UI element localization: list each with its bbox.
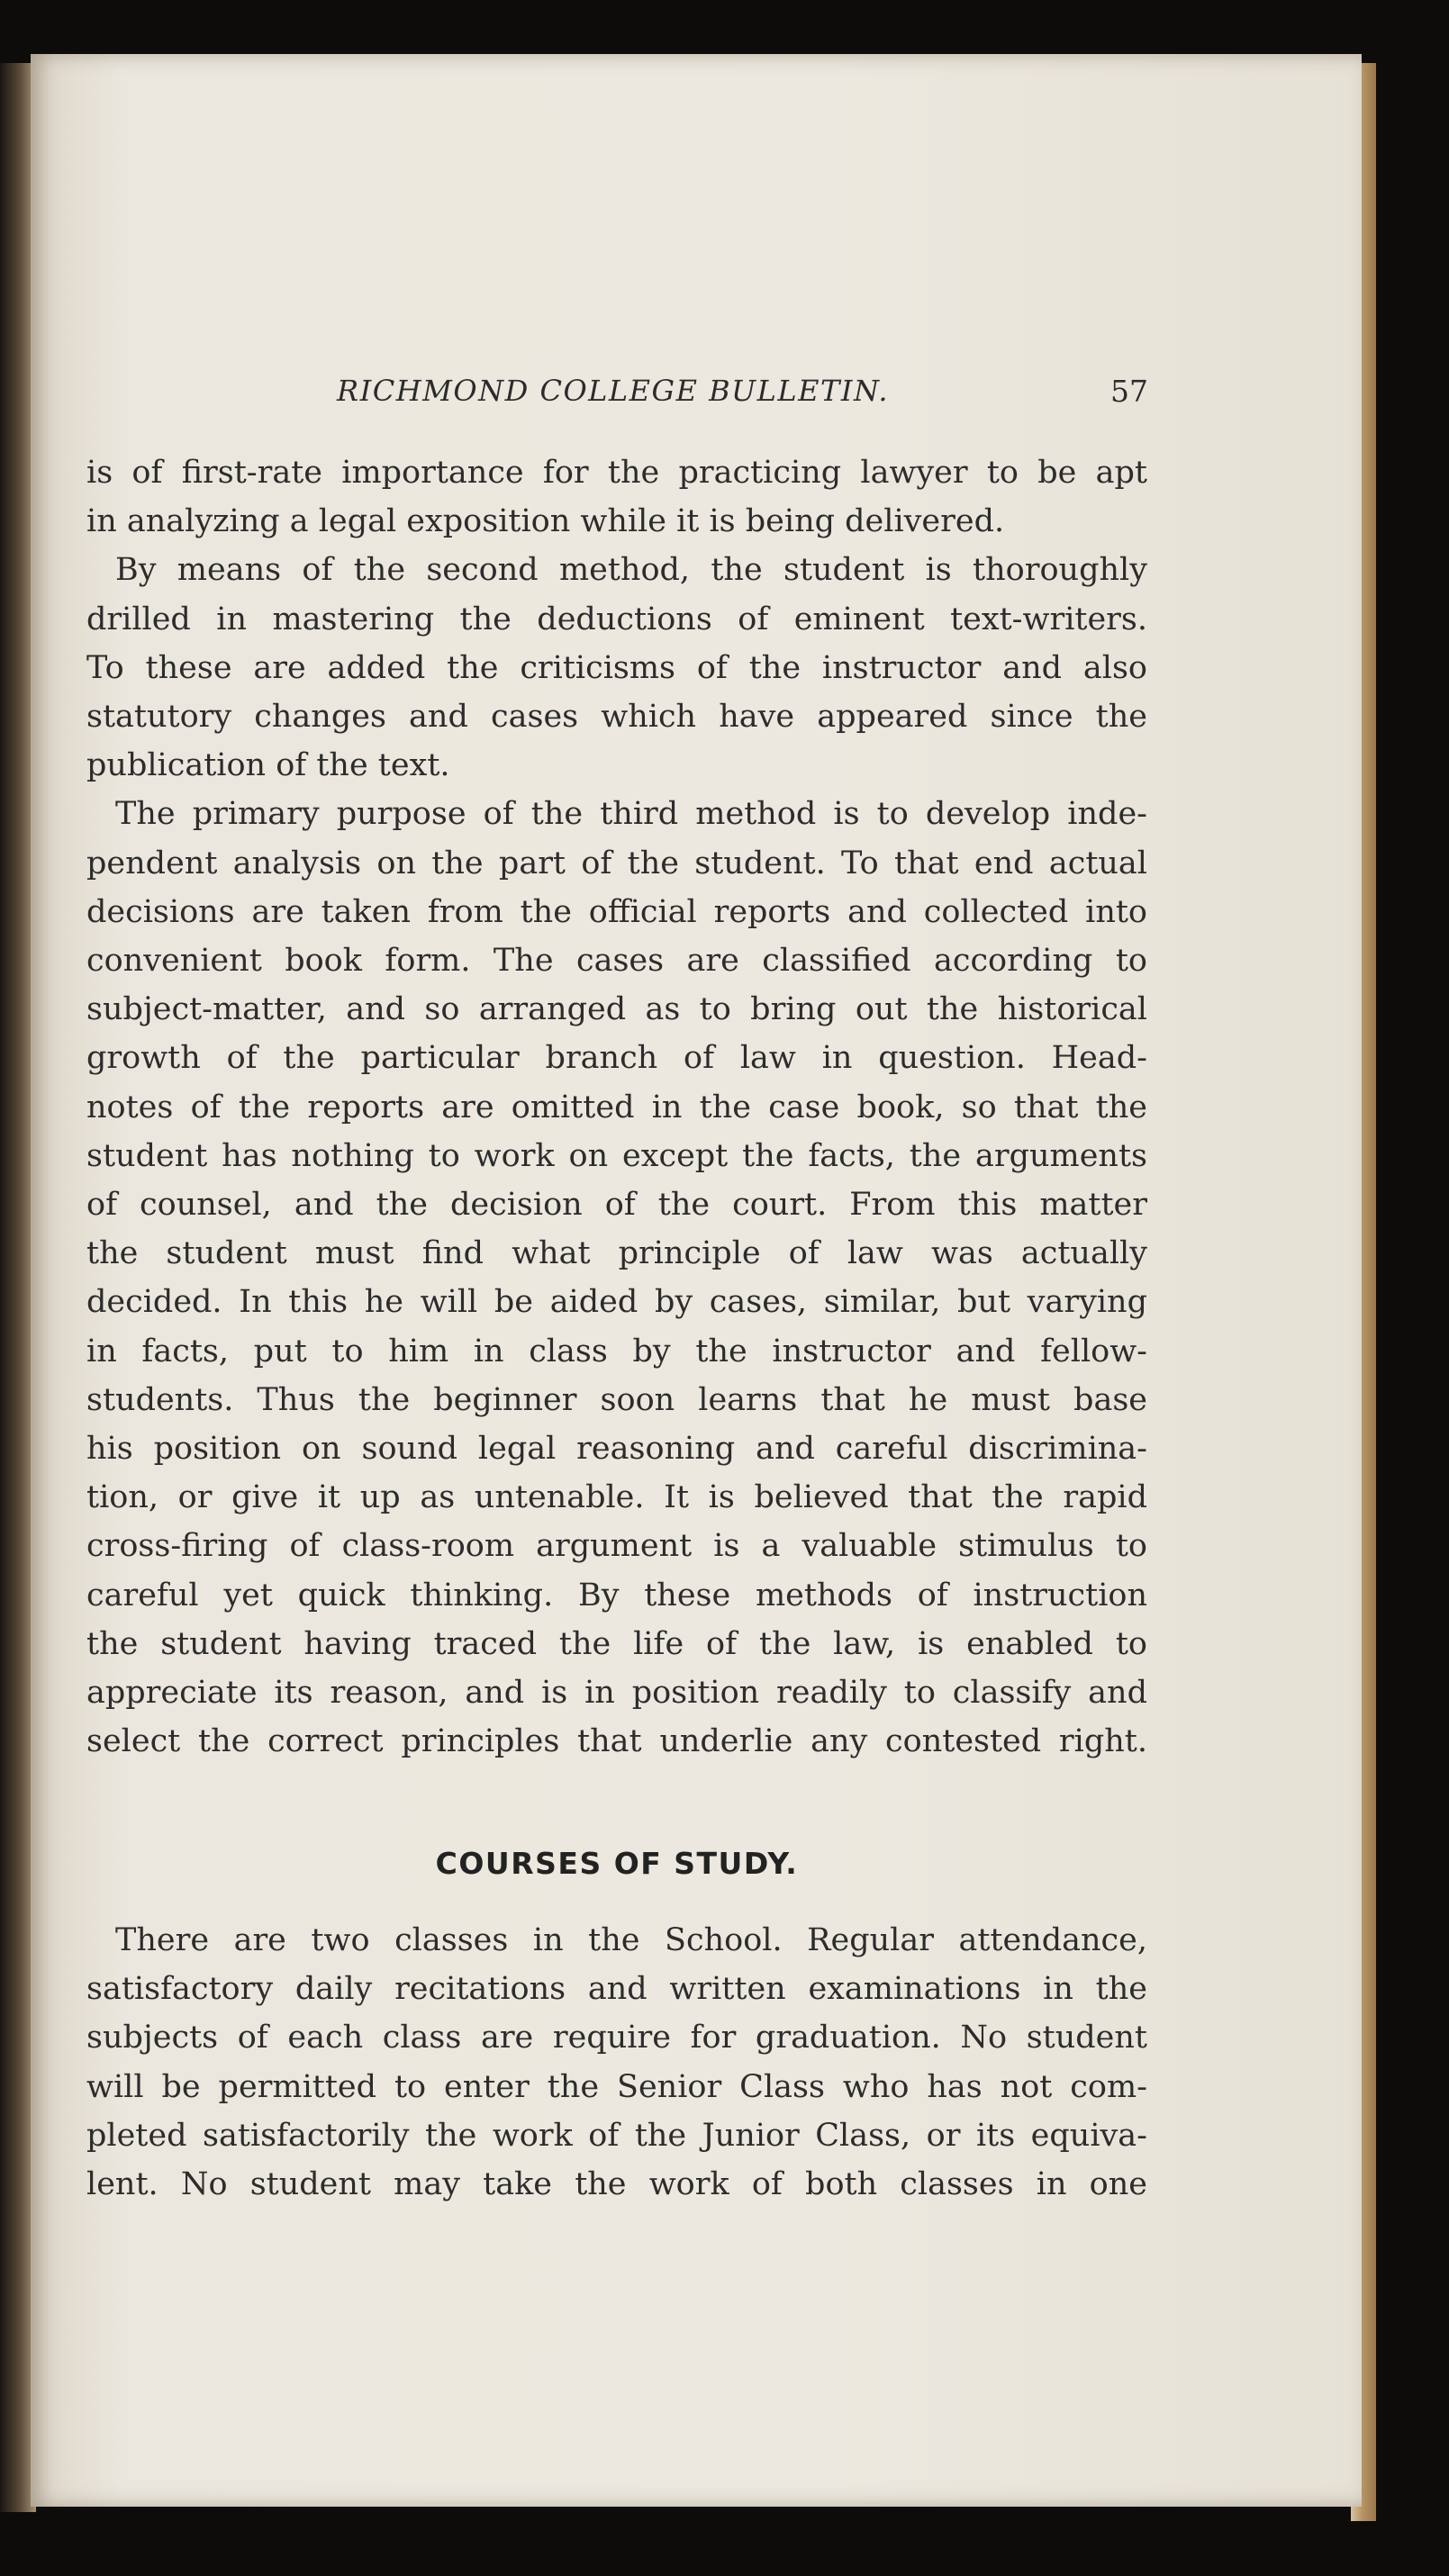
text-line: There are two classes in the School. Regular attendance, bbox=[115, 1922, 1147, 1958]
text-line: growth of the particular branch of law in question. Head- bbox=[86, 1040, 1147, 1077]
text-line: lent. No student may take the work of both classes in one bbox=[86, 2166, 1147, 2203]
text-line: tion, or give it up as untenable. It is believed that the rapid bbox=[86, 1479, 1147, 1516]
text-line: his position on sound legal reasoning and careful discrimina- bbox=[86, 1431, 1147, 1468]
text-line: subject-matter, and so arranged as to bring out the historical bbox=[86, 991, 1147, 1028]
text-line: convenient book form. The cases are classified according to bbox=[86, 943, 1147, 980]
book-page bbox=[31, 54, 1362, 2507]
text-line: pendent analysis on the part of the student. To that end actual bbox=[86, 845, 1147, 881]
text-line: appreciate its reason, and is in position readily to classify and bbox=[86, 1675, 1147, 1712]
text-line: in facts, put to him in class by the instructor and fellow- bbox=[86, 1333, 1147, 1369]
text-line: the student having traced the life of the law, is enabled to bbox=[86, 1625, 1147, 1662]
text-line: By means of the second method, the student is thoroughly bbox=[115, 552, 1147, 589]
text-line: satisfactory daily recitations and written examinations in the bbox=[86, 1971, 1147, 2008]
text-line: will be permitted to enter the Senior Class who has not com- bbox=[86, 2068, 1147, 2105]
running-head: RICHMOND COLLEGE BULLETIN. bbox=[337, 374, 890, 408]
text-line: decided. In this he will be aided by cases, similar, but varying bbox=[86, 1284, 1147, 1321]
text-line: in analyzing a legal exposition while it is being delivered. bbox=[86, 503, 1005, 540]
text-line: subjects of each class are require for graduation. No student bbox=[86, 2020, 1147, 2056]
text-line: pleted satisfactorily the work of the Junior Class, or its equiva- bbox=[86, 2117, 1147, 2154]
text-line: notes of the reports are omitted in the case book, so that the bbox=[86, 1089, 1147, 1125]
text-line: publication of the text. bbox=[86, 747, 450, 784]
text-line: To these are added the criticisms of the instructor and also bbox=[86, 649, 1147, 686]
text-line: the student must find what principle of law was actually bbox=[86, 1235, 1147, 1272]
body-text bbox=[86, 448, 1147, 1766]
text-line: careful yet quick thinking. By these methods of instruction bbox=[86, 1577, 1147, 1613]
text-line: student has nothing to work on except the facts, the arguments bbox=[86, 1137, 1147, 1174]
section-heading: COURSES OF STUDY. bbox=[435, 1846, 799, 1881]
text-line: decisions are taken from the official reports and collected into bbox=[86, 893, 1147, 930]
text-line: cross-firing of class-room argument is a valuable stimulus to bbox=[86, 1528, 1147, 1565]
page-number: 57 bbox=[1110, 374, 1148, 409]
text-line: students. Thus the beginner soon learns that he must base bbox=[86, 1381, 1147, 1418]
text-line: select the correct principles that underlie any contested right. bbox=[86, 1723, 1147, 1760]
text-line: statutory changes and cases which have appeared since the bbox=[86, 699, 1147, 736]
text-line: of counsel, and the decision of the court. From this matter bbox=[86, 1187, 1147, 1224]
section-body-text bbox=[86, 1916, 1147, 2209]
text-line: is of first-rate importance for the practicing lawyer to be apt bbox=[86, 455, 1147, 491]
text-line: drilled in mastering the deductions of eminent text-writers. bbox=[86, 601, 1147, 637]
text-line: The primary purpose of the third method is to develop inde- bbox=[115, 796, 1147, 833]
